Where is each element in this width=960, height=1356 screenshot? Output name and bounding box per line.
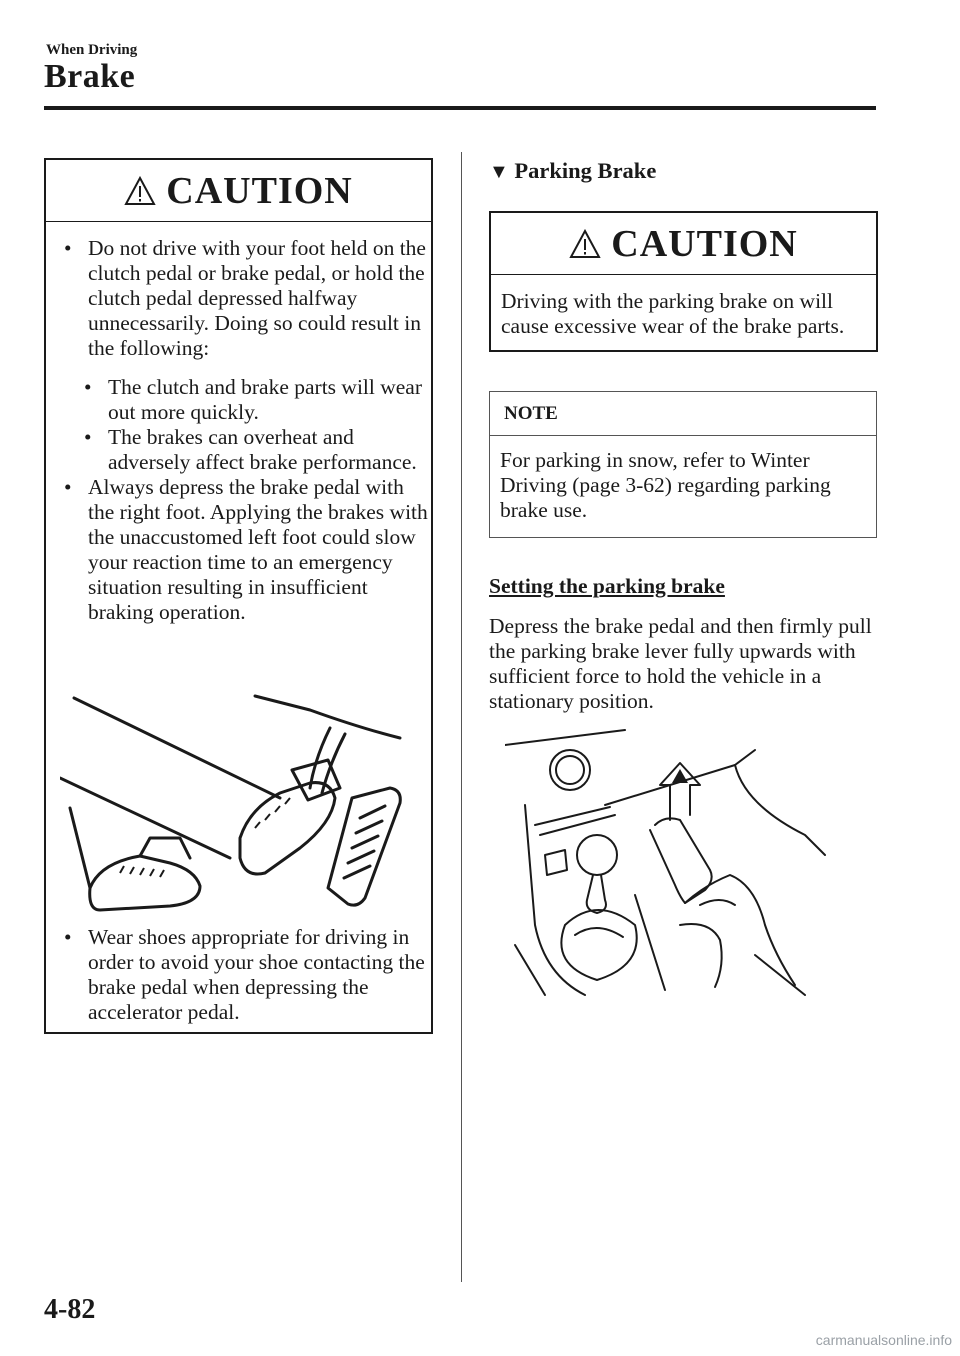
- caution-body-shoes: [48, 925, 432, 1025]
- caution-header: [491, 213, 876, 275]
- sub-bullet-text: The clutch and brake parts will wear out more quickly.: [108, 375, 423, 424]
- pedal-foot-illustration: [60, 688, 422, 918]
- section-kicker: When Driving: [46, 42, 138, 58]
- sub-bullet-text: The brakes can overheat and adversely affect brake performance.: [108, 425, 417, 474]
- bullet-text: Do not drive with your foot held on the clutch pedal or brake pedal, or hold the clutch pedal depressed halfway unnecessarily. Doing so could result in the following:: [88, 236, 426, 360]
- bullet-dot: •: [64, 475, 72, 499]
- caution-header: [46, 160, 431, 222]
- caution-box-pedals: [44, 158, 433, 1034]
- triangle-marker-icon: ▼: [489, 161, 509, 183]
- page-number: 4-82: [44, 1294, 96, 1325]
- bullet-foot-held: [48, 236, 428, 361]
- title-rule: [44, 106, 876, 110]
- bullet-dot: •: [64, 236, 72, 260]
- watermark-link[interactable]: carmanualsonline.info: [815, 1332, 952, 1348]
- setting-heading: Setting the parking brake: [489, 574, 725, 598]
- column-divider: [461, 152, 462, 1282]
- warning-triangle-icon: [569, 229, 601, 259]
- bullet-text: Wear shoes appropriate for driving in order to avoid your shoe contacting the brake pedal when depressing the accelerator pedal.: [88, 925, 425, 1024]
- parking-brake-heading: [489, 158, 656, 184]
- bullet-shoes: [48, 925, 432, 1025]
- bullet-dot: •: [84, 375, 92, 399]
- bullet-dot: •: [84, 425, 92, 449]
- note-label: NOTE: [490, 392, 876, 436]
- note-text: For parking in snow, refer to Winter Driving (page 3-62) regarding parking brake use.: [500, 448, 831, 522]
- bullet-right-foot: [48, 475, 428, 625]
- caution-title: CAUTION: [611, 222, 798, 265]
- parking-brake-illustration: [505, 725, 835, 1000]
- heading-text: Parking Brake: [514, 158, 657, 183]
- caution-body: [48, 236, 428, 625]
- page-title: Brake: [44, 58, 136, 95]
- sub-bullet-wear: [48, 375, 428, 425]
- caution-title: CAUTION: [166, 169, 353, 212]
- bullet-dot: •: [64, 925, 72, 949]
- note-box: [489, 391, 877, 538]
- bullet-text: Always depress the brake pedal with the right foot. Applying the brakes with the unaccustomed left foot could slow your reaction time to an emergency situation resulting in insufficient braking operation.: [88, 475, 428, 624]
- warning-triangle-icon: [124, 176, 156, 206]
- sub-bullet-overheat: [48, 425, 428, 475]
- caution-text: Driving with the parking brake on will cause excessive wear of the brake parts.: [501, 289, 845, 338]
- caution-box-parking: [489, 211, 878, 352]
- setting-text: Depress the brake pedal and then firmly pull the parking brake lever fully upwards with sufficient force to hold the vehicle in a stationary position.: [489, 614, 872, 713]
